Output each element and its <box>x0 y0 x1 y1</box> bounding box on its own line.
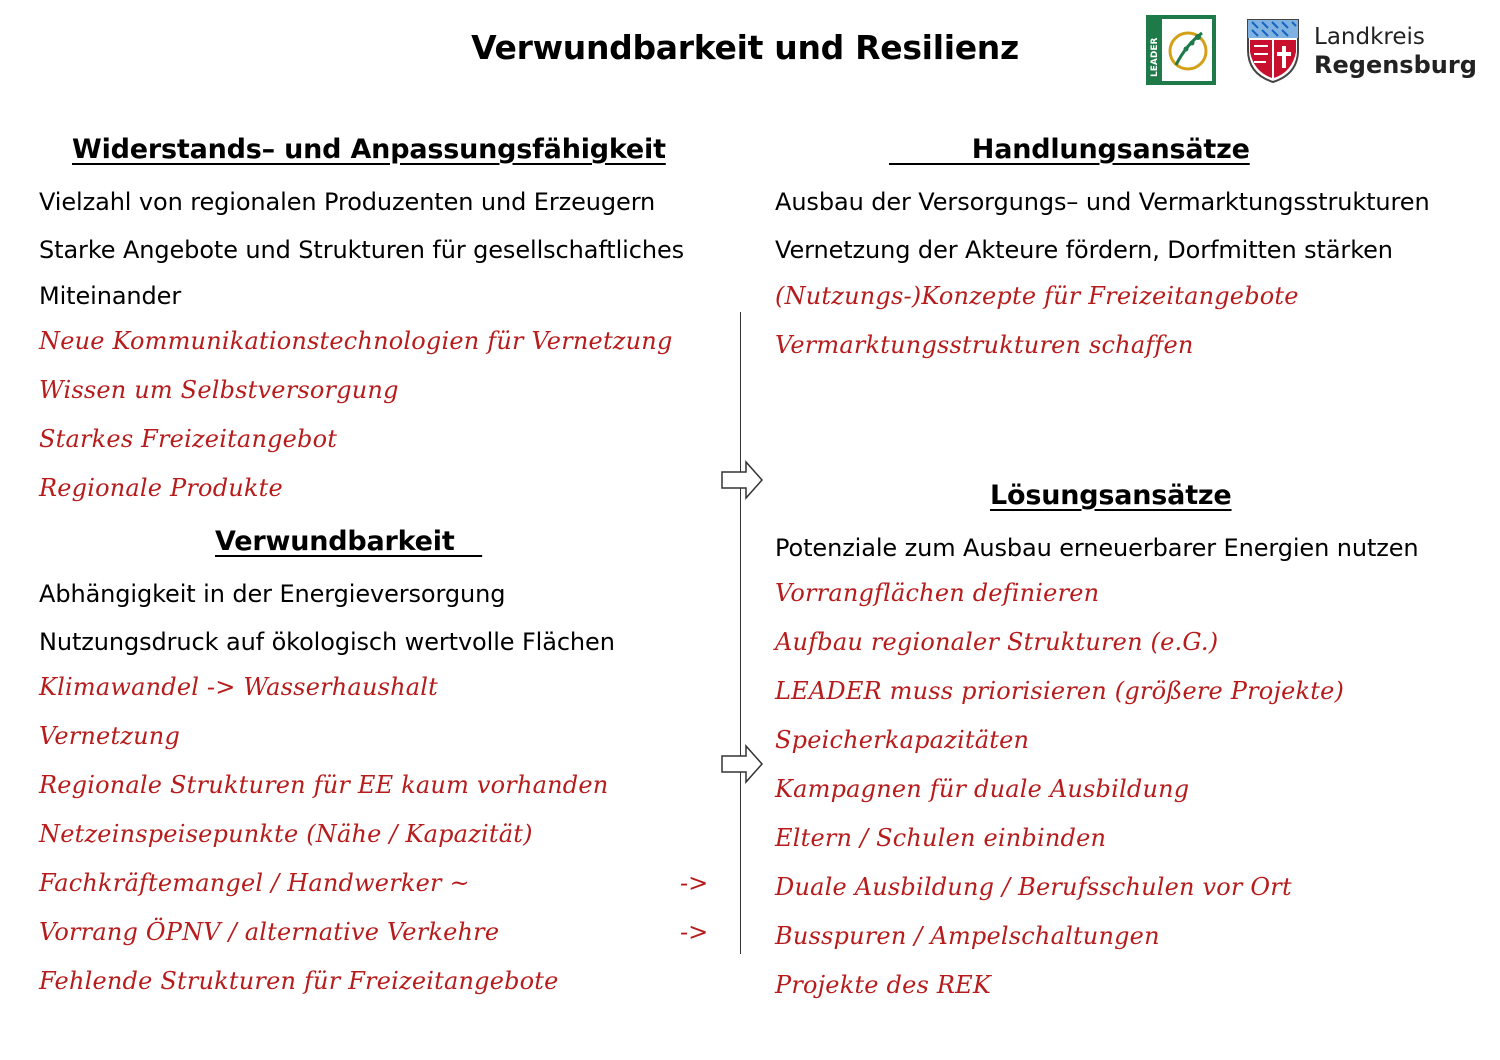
handwritten-note: Vernetzung <box>39 722 181 750</box>
list-item: Nutzungsdruck auf ökologisch wertvolle Flächen <box>39 628 615 656</box>
list-item: Vielzahl von regionalen Produzenten und Erzeugern <box>39 188 656 216</box>
handwritten-note: Regionale Produkte <box>39 474 283 502</box>
leader-logo-text: LEADER <box>1150 37 1160 77</box>
heading-loesungsansaetze: Lösungsansätze <box>990 480 1232 511</box>
handwritten-arrow: -> <box>680 869 709 897</box>
landkreis-label: Landkreis <box>1314 24 1425 50</box>
handwritten-note: Klimawandel -> Wasserhaushalt <box>39 673 438 701</box>
heading-handlungsansaetze: Handlungsansätze <box>889 134 1250 165</box>
handwritten-note: Regionale Strukturen für EE kaum vorhanden <box>39 771 609 799</box>
handwritten-note: Kampagnen für duale Ausbildung <box>775 775 1190 803</box>
heading-verwundbarkeit: Verwundbarkeit <box>215 526 483 557</box>
list-item: Potenziale zum Ausbau erneuerbarer Energien nutzen <box>775 534 1419 562</box>
handwritten-note: Vorrang ÖPNV / alternative Verkehre <box>39 918 500 946</box>
handwritten-note: Neue Kommunikationstechnologien für Vernetzung <box>39 327 673 355</box>
list-item: Ausbau der Versorgungs– und Vermarktungsstrukturen <box>775 188 1430 216</box>
landkreis-crest-icon <box>1244 14 1302 84</box>
handwritten-note: Busspuren / Ampelschaltungen <box>775 922 1160 950</box>
list-item: Vernetzung der Akteure fördern, Dorfmitten stärken <box>775 236 1393 264</box>
heading-widerstandsfaehigkeit: Widerstands– und Anpassungsfähigkeit <box>72 134 666 165</box>
column-divider <box>740 312 741 954</box>
handwritten-note: Projekte des REK <box>775 971 991 999</box>
handwritten-note: Aufbau regionaler Strukturen (e.G.) <box>775 628 1219 656</box>
regensburg-label: Regensburg <box>1314 51 1477 79</box>
arrow-right-icon <box>720 460 764 500</box>
handwritten-note: Fehlende Strukturen für Freizeitangebote <box>39 967 559 995</box>
arrow-right-icon <box>720 744 764 784</box>
handwritten-arrow: -> <box>680 918 709 946</box>
handwritten-note: Wissen um Selbstversorgung <box>39 376 399 404</box>
list-item: Miteinander <box>39 282 182 310</box>
handwritten-note: Vorrangflächen definieren <box>775 579 1100 607</box>
list-item: Starke Angebote und Strukturen für gesellschaftliches <box>39 236 685 264</box>
handwritten-note: Netzeinspeisepunkte (Nähe / Kapazität) <box>39 820 533 848</box>
handwritten-note: Speicherkapazitäten <box>775 726 1030 754</box>
handwritten-note: Starkes Freizeitangebot <box>39 425 338 453</box>
handwritten-note: Eltern / Schulen einbinden <box>775 824 1107 852</box>
handwritten-note: Vermarktungsstrukturen schaffen <box>775 331 1194 359</box>
page-title: Verwundbarkeit und Resilienz <box>471 28 1019 67</box>
handwritten-note: (Nutzungs-)Konzepte für Freizeitangebote <box>775 282 1299 310</box>
list-item: Abhängigkeit in der Energieversorgung <box>39 580 506 608</box>
leader-logo <box>1146 15 1216 85</box>
handwritten-note: Duale Ausbildung / Berufsschulen vor Ort <box>775 873 1292 901</box>
handwritten-note: LEADER muss priorisieren (größere Projekte) <box>775 677 1345 705</box>
handwritten-note: Fachkräftemangel / Handwerker ~ <box>39 869 470 897</box>
